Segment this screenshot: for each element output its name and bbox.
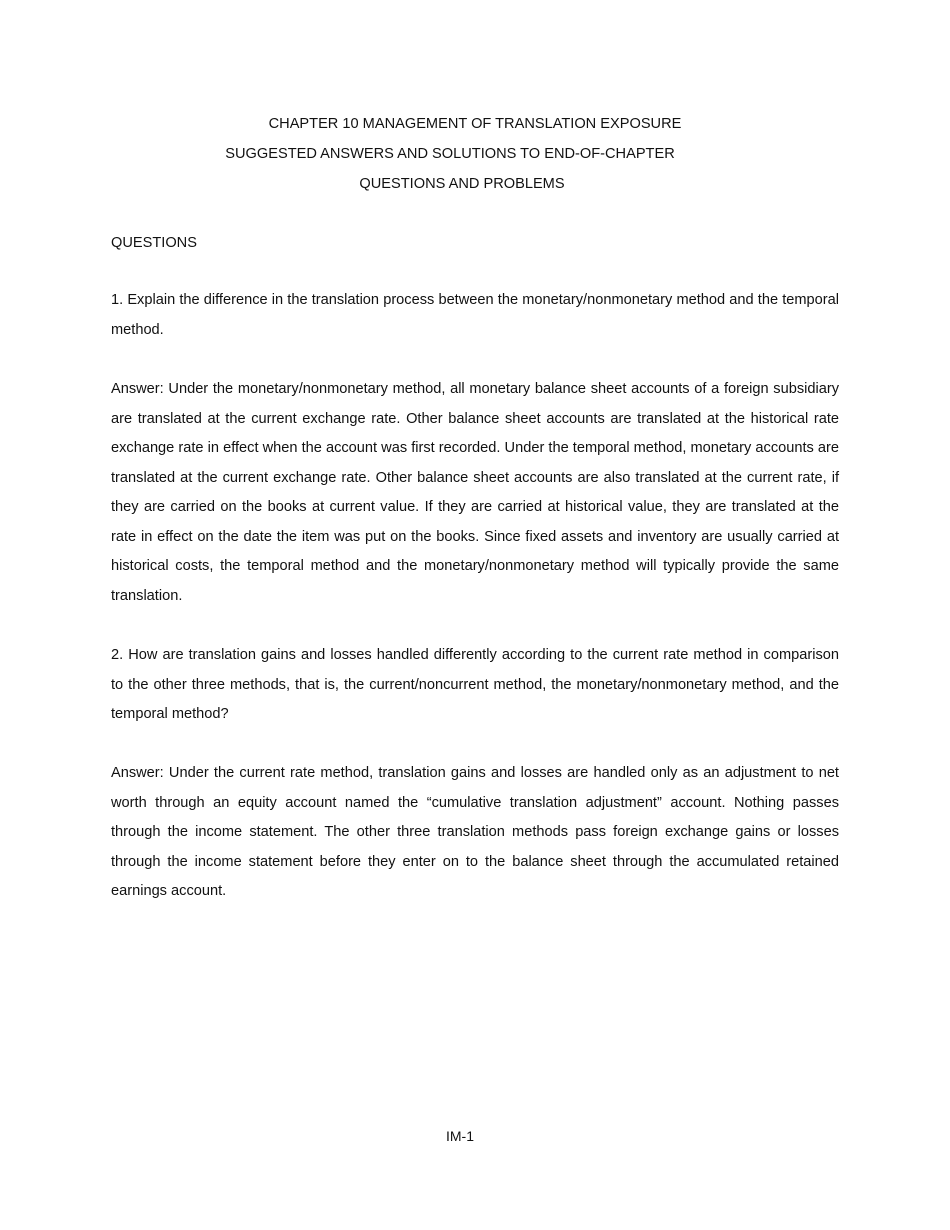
page-number: IM-1 — [446, 1128, 474, 1144]
answer-1-text: Answer: Under the monetary/nonmonetary method, all monetary balance sheet accounts of a foreign subsidiary are translated at the current exchange rate. Other balance sheet accounts are translated at the historical rate exchange rate in effect when the account was first recorded. Under the temporal method, monetary accounts are translated at the current exchange rate. Other balance sheet accounts are also translated at the current rate, if they are carried on the books at current value. If they are carried at historical value, they are translated at the rate in effect on the date the item was put on the books. Since fixed assets and inventory are usually carried at historical costs, the temporal method and the monetary/nonmonetary method will typically provide the same translation. — [111, 381, 839, 604]
document-subtitle: SUGGESTED ANSWERS AND SOLUTIONS TO END-OF-CHAPTER — [225, 146, 675, 162]
section-title: QUESTIONS — [111, 235, 197, 251]
question-1-text: 1. Explain the difference in the translation process between the monetary/nonmonetary method and the temporal method. — [111, 292, 839, 338]
question-2-text: 2. How are translation gains and losses handled differently according to the current rate method in comparison to the other three methods, that is, the current/noncurrent method, the monetary/nonmonetary method, and the temporal method? — [111, 647, 839, 722]
document-subtitle-continued: QUESTIONS AND PROBLEMS — [359, 176, 565, 192]
answer-2-text: Answer: Under the current rate method, translation gains and losses are handled only as an adjustment to net worth through an equity account named the “cumulative translation adjustment” account. Nothing passes through the income statement. The other three translation methods pass foreign exchange gains or losses through the income statement before they enter on to the balance sheet through the accumulated retained earnings account. — [111, 765, 839, 899]
answer-2 — [111, 759, 839, 907]
answer-1 — [111, 375, 839, 611]
question-2 — [111, 641, 839, 730]
question-1 — [111, 286, 839, 345]
chapter-title: CHAPTER 10 MANAGEMENT OF TRANSLATION EXPOSURE — [268, 116, 682, 132]
